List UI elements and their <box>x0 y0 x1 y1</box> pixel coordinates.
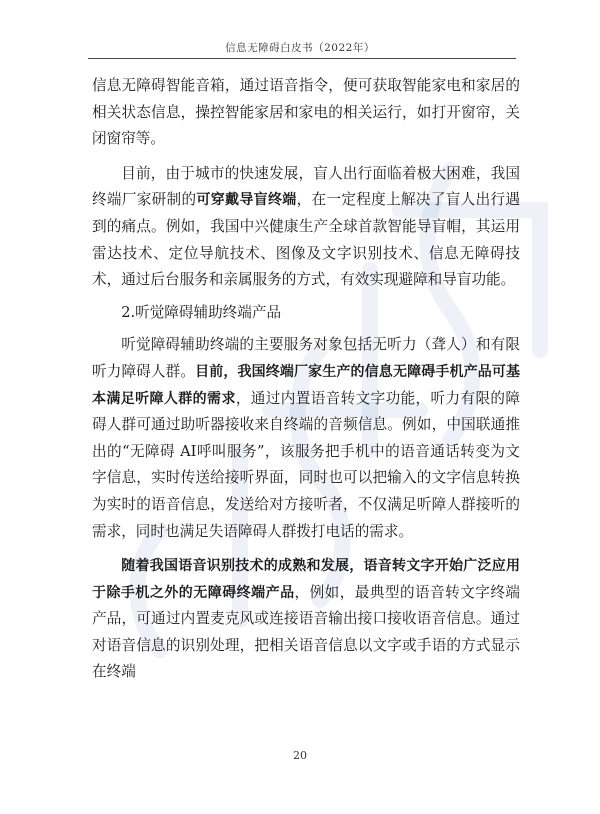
paragraph-text: ，例如，最典型的语音转文字终端产品，可通过内置麦克风或连接语音输出接口接收语音信息。通过对语音信息的识别处理，把相关语音信息以文字或手语的方式显示在终端 <box>92 583 520 681</box>
bold-phrase: 可穿戴导盲终端 <box>196 192 297 209</box>
section-heading: 2.听觉障碍辅助终端产品 <box>121 303 282 321</box>
paragraph-smart-speaker: 信息无障碍智能音箱，通过语音指令，便可获取智能家电和家居的相关状态信息，操控智能家居和家电的相关运行，如打开窗帘，关闭窗帘等。 <box>92 77 520 148</box>
paragraph-text: ，在一定程度上解决了盲人出行遇到的痛点。例如，我国中兴健康生产全球首款智能导盲帽，其运用雷达技术、定位导航技术、图像及文字识别技术、信息无障碍技术，通过后台服务和亲属服务的方式，有效实现避障和导盲功能。 <box>92 191 520 289</box>
bold-phrase: 目前，我国终端厂家生产的信息无障碍手机产品可基本满足听障人群的需求 <box>92 363 520 407</box>
bold-phrase: 随着我国语音识别技术的成熟和发展，语音转文字开始广泛应用于除手机之外的无障碍终端产品 <box>92 558 520 601</box>
paragraph-text: ，通过内置语音转文字功能，听力有限的障碍人群可通过助听器接收来自终端的音频信息。例如，中国联通推出的“无障碍 AI呼叫服务”，该服务把手机中的语音通话转变为文字信息，实时传送给接听界面，同时也可以把输入的文字信息转换为实时的语音信息，发送给对方接听者，不仅满足听障人群接听的需求，同时也满足失语障碍人群拨打电话的需求。 <box>92 389 520 540</box>
paragraph-guide-terminal <box>92 161 520 294</box>
paragraph-hearing-aid <box>92 332 520 545</box>
paragraph-text: 听觉障碍辅助终端的主要服务对象包括无听力（聋人）和有限听力障碍人群。 <box>92 336 520 380</box>
page-number: 20 <box>293 749 307 762</box>
page-body <box>92 73 520 686</box>
running-header: 信息无障碍白皮书（2022年） <box>225 42 375 54</box>
paragraph-speech-to-text <box>92 553 520 686</box>
paragraph-text: 目前，由于城市的快速发展，盲人出行面临着极大困难，我国终端厂家研制的 <box>92 164 520 209</box>
header-rule <box>88 58 516 59</box>
